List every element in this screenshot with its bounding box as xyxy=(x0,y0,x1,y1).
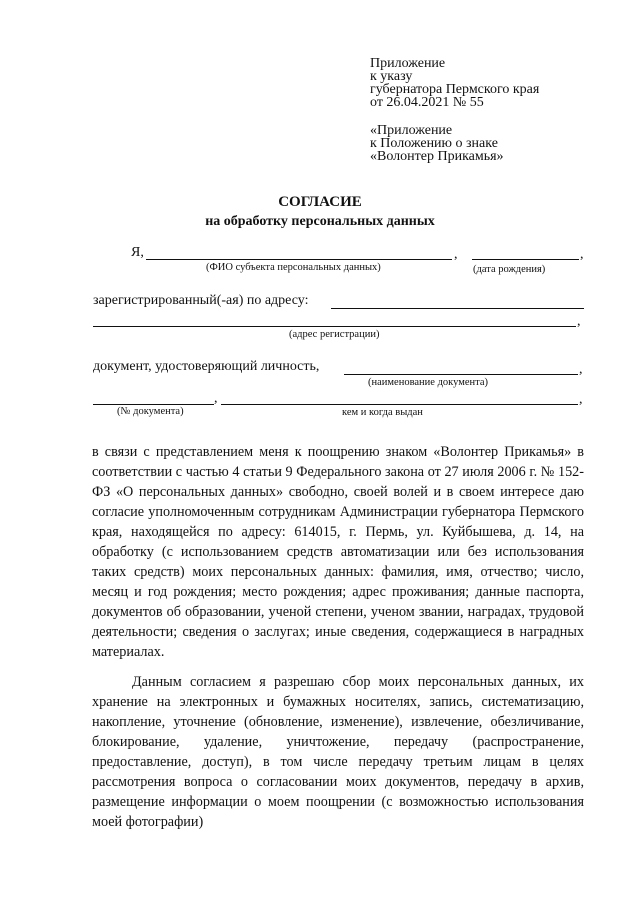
issued-by-field[interactable] xyxy=(221,404,578,405)
doc-no-comma: , xyxy=(214,391,218,406)
address-field-1[interactable] xyxy=(331,308,584,309)
document-comma: , xyxy=(579,362,583,377)
regulation-line: к Положению о знаке xyxy=(370,136,498,151)
document-name-field[interactable] xyxy=(344,374,578,375)
doc-no-caption: (№ документа) xyxy=(117,406,184,417)
document-caption: (наименование документа) xyxy=(368,377,489,388)
address-field-2[interactable] xyxy=(93,326,576,327)
issued-caption: кем и когда выдан xyxy=(342,407,423,418)
document-label: документ, удостоверяющий личность, xyxy=(93,359,320,374)
fio-caption: (ФИО субъекта персональных данных) xyxy=(206,262,381,273)
fio-field[interactable] xyxy=(146,259,452,260)
regulation-line: «Приложение xyxy=(370,123,453,138)
i-label: Я, xyxy=(131,245,144,260)
appendix-line: к указу xyxy=(370,69,413,84)
address-comma: , xyxy=(577,314,581,329)
issued-comma: , xyxy=(579,392,583,407)
document-number-field[interactable] xyxy=(93,404,214,405)
dob-comma: , xyxy=(580,247,584,262)
address-caption: (адрес регистрации) xyxy=(289,329,380,340)
fio-comma: , xyxy=(454,247,458,262)
consent-paragraph-1: в связи с представлением меня к поощрению знаком «Волонтер Прикамья» в соответствии с частью 4 статьи 9 Федерального закона от 27 июля 2006 г. № 152-ФЗ «О персональных данных» свободно, своей волей и в своем интересе даю согласие уполномоченным сотрудникам Администрации губернатора Пермского края, находящейся по адресу: 614015, г. Пермь, ул. Куйбышева, д. 14, на обработку (с использованием средств автоматизации или без использования таких средств) моих персональных данных: фамилия, имя, отчество; число, месяц и год рождения; место рождения; адрес проживания; данные паспорта, документов об образовании, ученой степени, ученом звании, наградах, трудовой деятельности; сведения о заслугах; иные сведения, содержащиеся в наградных материалах. xyxy=(92,444,584,660)
appendix-line: Приложение xyxy=(370,56,446,71)
address-label: зарегистрированный(-ая) по адресу: xyxy=(93,293,309,308)
appendix-line: от 26.04.2021 № 55 xyxy=(370,95,484,110)
document-title: СОГЛАСИЕ xyxy=(278,194,362,210)
dob-caption: (дата рождения) xyxy=(473,264,546,275)
document-subtitle: на обработку персональных данных xyxy=(205,214,435,229)
consent-paragraph-2: Данным согласием я разрешаю сбор моих персональных данных, их хранение на электронных и бумажных носителях, запись, систематизацию, накопление, уточнение (обновление, изменение), извлечение, обезличивание, блокирование, удаление, уничтожение, передачу (распространение, предоставление, доступ), в том числе передачу третьим лицам в целях рассмотрения вопроса о согласовании моих документов, передачу в архив, размещение информации о моем поощрении (с возможностью использования моей фотографии) xyxy=(92,674,584,830)
header-block xyxy=(370,57,539,163)
regulation-line: «Волонтер Прикамья» xyxy=(370,149,504,164)
header-spacer xyxy=(370,109,539,124)
dob-field[interactable] xyxy=(472,259,579,260)
appendix-line: губернатора Пермского края xyxy=(370,82,540,97)
